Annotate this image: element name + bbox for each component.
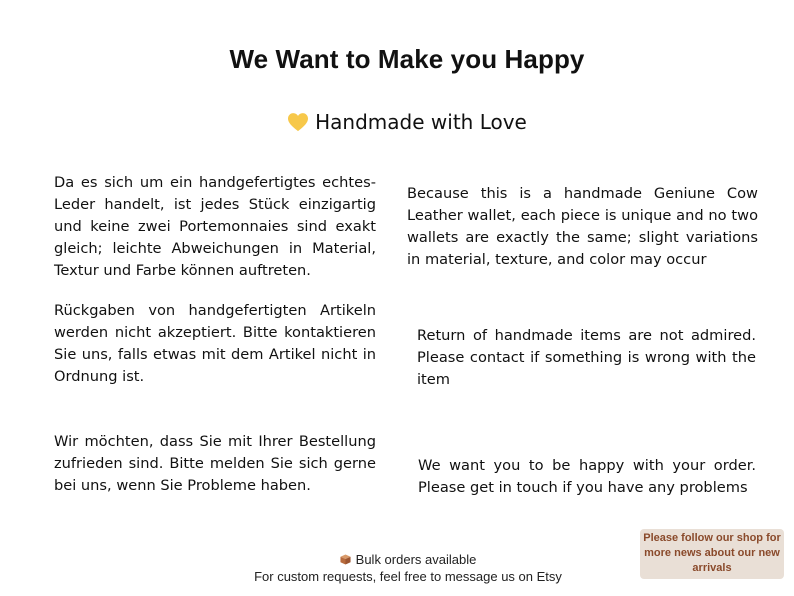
- custom-requests-text: For custom requests, feel free to message us on Etsy: [254, 569, 562, 584]
- package-icon: [340, 554, 351, 565]
- subtitle-text: Handmade with Love: [315, 110, 527, 134]
- bulk-orders-text: Bulk orders available: [355, 552, 477, 567]
- german-paragraph-satisfaction: Wir möchten, dass Sie mit Ihrer Bestellung zufrieden sind. Bitte melden Sie sich gerne bei uns, wenn Sie Probleme haben.: [54, 433, 376, 494]
- english-paragraph-returns: Return of handmade items are not admired. Please contact if something is wrong with the item: [417, 327, 756, 388]
- follow-shop-badge: Please follow our shop for more news about our new arrivals: [640, 529, 784, 579]
- yellow-heart-icon: [287, 112, 309, 132]
- english-paragraph-uniqueness: Because this is a handmade Geniune Cow Leather wallet, each piece is unique and no two wallets are exactly the same; slight variations in material, texture, and color may occur: [407, 185, 758, 268]
- english-paragraph-satisfaction: We want you to be happy with your order. Please get in touch if you have any problems: [418, 457, 756, 496]
- german-paragraph-returns: Rückgaben von handgefertigten Artikeln werden nicht akzeptiert. Bitte kontaktieren Sie uns, falls etwas mit dem Artikel nicht in Ordnung ist.: [54, 302, 376, 385]
- page-subtitle: [0, 110, 794, 134]
- german-paragraph-uniqueness: Da es sich um ein handgefertigtes echtes-Leder handelt, ist jedes Stück einzigartig und keine zwei Portemonnaies sind exakt gleich; leichte Abweichungen in Material, Textur und Farbe können auftreten.: [54, 174, 376, 279]
- page-title: We Want to Make you Happy: [229, 44, 585, 74]
